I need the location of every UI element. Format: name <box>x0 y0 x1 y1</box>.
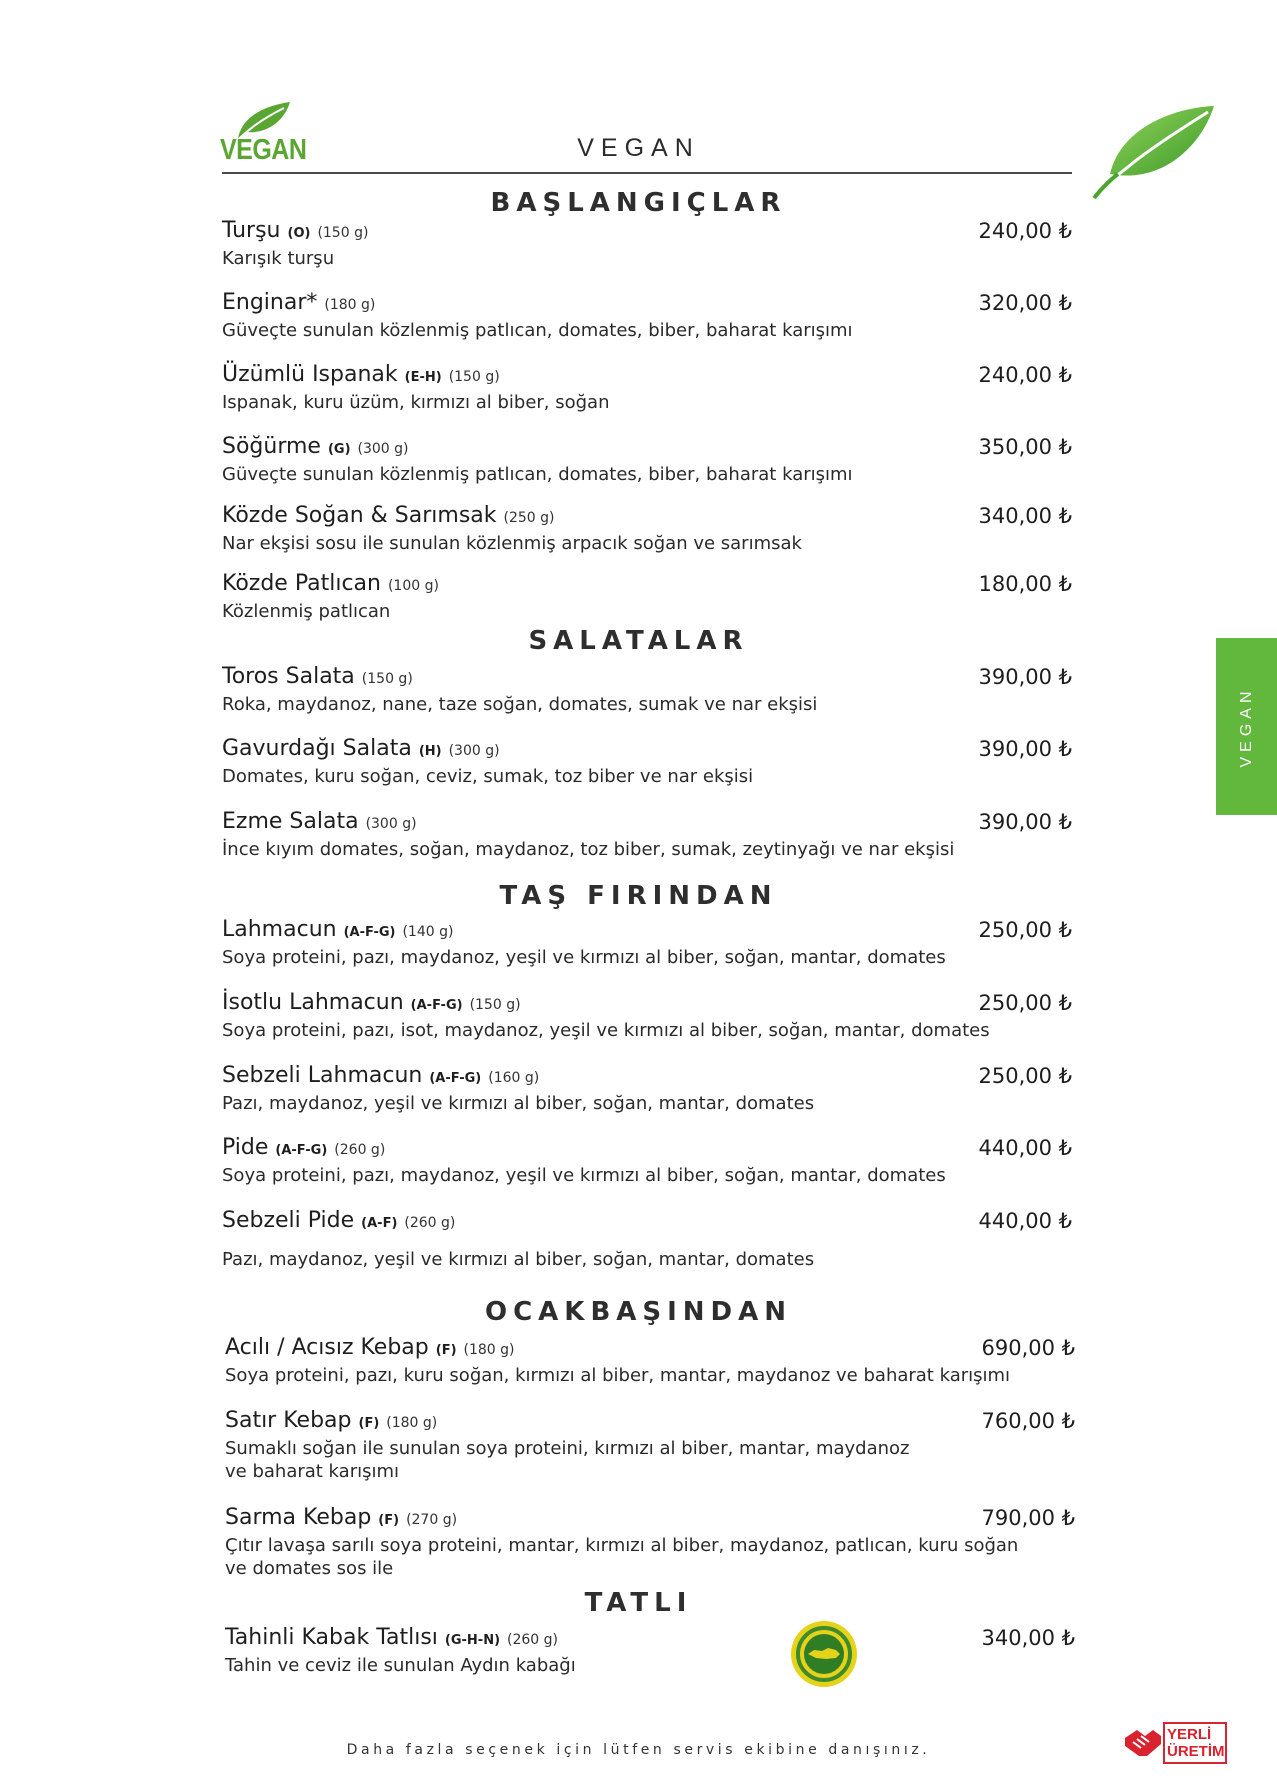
item-name: Lahmacun <box>222 917 337 942</box>
item-name: Söğürme <box>222 434 321 459</box>
item-price: 250,00 ₺ <box>978 1064 1072 1088</box>
menu-item <box>222 915 1072 969</box>
item-name: Sebzeli Lahmacun <box>222 1063 423 1088</box>
menu-item <box>222 1061 1072 1115</box>
item-price: 760,00 ₺ <box>981 1409 1075 1433</box>
item-description: İnce kıyım domates, soğan, maydanoz, toz biber, sumak, zeytinyağı ve nar ekşisi <box>222 839 955 860</box>
menu-item <box>222 807 1072 861</box>
item-description: Güveçte sunulan közlenmiş patlıcan, domates, biber, baharat karışımı <box>222 464 853 485</box>
item-description: Soya proteini, pazı, maydanoz, yeşil ve kırmızı al biber, soğan, mantar, domates <box>222 947 946 968</box>
item-name: Üzümlü Ispanak <box>222 362 398 387</box>
menu-item <box>225 1503 1075 1580</box>
badge-line-2: ÜRETİM <box>1167 1743 1225 1760</box>
item-description: Güveçte sunulan közlenmiş patlıcan, domates, biber, baharat karışımı <box>222 320 853 341</box>
item-description: Karışık turşu <box>222 248 335 269</box>
menu-item <box>225 1406 1075 1483</box>
menu-item <box>222 1206 1072 1271</box>
item-weight: (150 g) <box>448 369 500 385</box>
item-name: Toros Salata <box>222 664 355 689</box>
item-price: 240,00 ₺ <box>978 219 1072 243</box>
item-description: Domates, kuru soğan, ceviz, sumak, toz biber ve nar ekşisi <box>222 766 754 787</box>
item-weight: (300 g) <box>357 441 409 457</box>
section-title-baslangiclar: BAŞLANGIÇLAR <box>490 188 787 218</box>
item-price: 440,00 ₺ <box>978 1136 1072 1160</box>
item-name: Satır Kebap <box>225 1408 352 1433</box>
item-name: Sarma Kebap <box>225 1505 372 1530</box>
large-leaf-icon <box>1090 100 1220 200</box>
item-allergen: (E-H) <box>404 370 442 385</box>
item-allergen: (F) <box>435 1343 457 1358</box>
item-price: 250,00 ₺ <box>978 991 1072 1015</box>
item-description: Soya proteini, pazı, kuru soğan, kırmızı al biber, mantar, maydanoz ve baharat karışımı <box>225 1365 1011 1386</box>
menu-item <box>222 734 1072 788</box>
item-allergen: (G) <box>327 442 351 457</box>
item-description: Soya proteini, pazı, maydanoz, yeşil ve kırmızı al biber, soğan, mantar, domates <box>222 1165 946 1186</box>
item-price: 320,00 ₺ <box>978 291 1072 315</box>
item-name: Turşu <box>222 218 281 243</box>
item-description-continued: ve domates sos ile <box>225 1558 394 1579</box>
item-weight: (180 g) <box>324 297 376 313</box>
item-weight: (100 g) <box>387 578 439 594</box>
item-price: 240,00 ₺ <box>978 363 1072 387</box>
item-name: Pide <box>222 1135 269 1160</box>
item-allergen: (F) <box>378 1513 400 1528</box>
menu-item <box>222 1133 1072 1187</box>
item-price: 790,00 ₺ <box>981 1506 1075 1530</box>
item-price: 690,00 ₺ <box>981 1336 1075 1360</box>
item-allergen: (G-H-N) <box>444 1633 501 1648</box>
item-description: Ispanak, kuru üzüm, kırmızı al biber, soğan <box>222 392 610 413</box>
item-weight: (150 g) <box>469 997 521 1013</box>
item-weight: (150 g) <box>317 225 369 241</box>
item-weight: (140 g) <box>402 924 454 940</box>
section-title-salatalar: SALATALAR <box>528 626 749 656</box>
item-allergen: (O) <box>287 226 311 241</box>
title-divider <box>222 172 1072 174</box>
footer-note: Daha fazla seçenek için lütfen servis ekibine danışınız. <box>346 1742 931 1758</box>
item-name: İsotlu Lahmacun <box>222 990 404 1015</box>
item-price: 250,00 ₺ <box>978 918 1072 942</box>
item-price: 390,00 ₺ <box>978 737 1072 761</box>
item-name: Közde Soğan & Sarımsak <box>222 503 497 528</box>
side-category-tab[interactable] <box>1216 638 1277 815</box>
menu-item <box>222 288 1072 342</box>
item-allergen: (A-F-G) <box>410 998 463 1013</box>
item-weight: (260 g) <box>507 1632 558 1648</box>
menu-item <box>222 662 1072 716</box>
menu-item <box>222 432 1072 486</box>
vegan-logo-text: VEGAN <box>220 133 307 167</box>
item-price: 340,00 ₺ <box>981 1626 1075 1650</box>
item-price: 340,00 ₺ <box>978 504 1072 528</box>
menu-item <box>222 988 1072 1042</box>
item-price: 180,00 ₺ <box>978 572 1072 596</box>
item-weight: (270 g) <box>406 1512 458 1528</box>
item-weight: (180 g) <box>386 1415 438 1431</box>
item-description: Çıtır lavaşa sarılı soya proteini, mantar, kırmızı al biber, maydanoz, patlıcan, kuru soğan <box>225 1535 1019 1556</box>
item-weight: (260 g) <box>404 1215 456 1231</box>
section-title-ocakbasindan: OCAKBAŞINDAN <box>484 1297 792 1327</box>
item-description: Roka, maydanoz, nane, taze soğan, domates, sumak ve nar ekşisi <box>222 694 818 715</box>
menu-item <box>225 1623 1075 1677</box>
item-name: Gavurdağı Salata <box>222 736 412 761</box>
menu-item <box>222 216 1072 270</box>
item-description-continued: ve baharat karışımı <box>225 1461 400 1482</box>
menu-item <box>222 569 1072 623</box>
item-price: 440,00 ₺ <box>978 1209 1072 1233</box>
item-allergen: (A-F-G) <box>275 1143 328 1158</box>
item-weight: (300 g) <box>448 743 500 759</box>
item-allergen: (H) <box>418 744 442 759</box>
page-title: VEGAN <box>577 134 700 162</box>
item-weight: (160 g) <box>488 1070 540 1086</box>
item-price: 390,00 ₺ <box>978 665 1072 689</box>
geographical-indication-seal-icon <box>790 1620 858 1688</box>
item-allergen: (F) <box>358 1416 380 1431</box>
item-description: Soya proteini, pazı, isot, maydanoz, yeşil ve kırmızı al biber, soğan, mantar, domates <box>222 1020 990 1041</box>
badge-line-1: YERLİ <box>1167 1726 1212 1743</box>
item-allergen: (A-F-G) <box>429 1071 482 1086</box>
item-description: Nar ekşisi sosu ile sunulan közlenmiş arpacık soğan ve sarımsak <box>222 533 802 554</box>
handshake-icon <box>1123 1726 1163 1760</box>
item-description: Pazı, maydanoz, yeşil ve kırmızı al biber, soğan, mantar, domates <box>222 1093 815 1114</box>
item-weight: (300 g) <box>365 816 417 832</box>
item-weight: (180 g) <box>463 1342 515 1358</box>
item-description: Pazı, maydanoz, yeşil ve kırmızı al biber, soğan, mantar, domates <box>222 1249 815 1270</box>
item-name: Sebzeli Pide <box>222 1208 355 1233</box>
menu-item <box>222 360 1072 414</box>
item-weight: (150 g) <box>361 671 413 687</box>
item-name: Ezme Salata <box>222 809 359 834</box>
item-description: Sumaklı soğan ile sunulan soya proteini, kırmızı al biber, mantar, maydanoz <box>225 1438 910 1459</box>
section-title-tatli: TATLI <box>584 1588 693 1618</box>
item-name: Közde Patlıcan <box>222 571 381 596</box>
item-description: Közlenmiş patlıcan <box>222 601 391 622</box>
item-weight: (260 g) <box>334 1142 386 1158</box>
item-price: 390,00 ₺ <box>978 810 1072 834</box>
section-title-tas-firindan: TAŞ FIRINDAN <box>499 881 778 911</box>
side-tab-label: VEGAN <box>1237 685 1255 768</box>
item-weight: (250 g) <box>503 510 555 526</box>
menu-item <box>222 501 1072 555</box>
item-price: 350,00 ₺ <box>978 435 1072 459</box>
item-name: Tahinli Kabak Tatlısı <box>225 1625 438 1650</box>
item-name: Enginar* <box>222 290 318 315</box>
item-allergen: (A-F) <box>361 1216 398 1231</box>
item-name: Acılı / Acısız Kebap <box>225 1335 429 1360</box>
yerli-uretim-badge <box>1123 1722 1227 1764</box>
menu-item <box>225 1333 1075 1387</box>
item-allergen: (A-F-G) <box>343 925 396 940</box>
item-description: Tahin ve ceviz ile sunulan Aydın kabağı <box>225 1655 576 1676</box>
